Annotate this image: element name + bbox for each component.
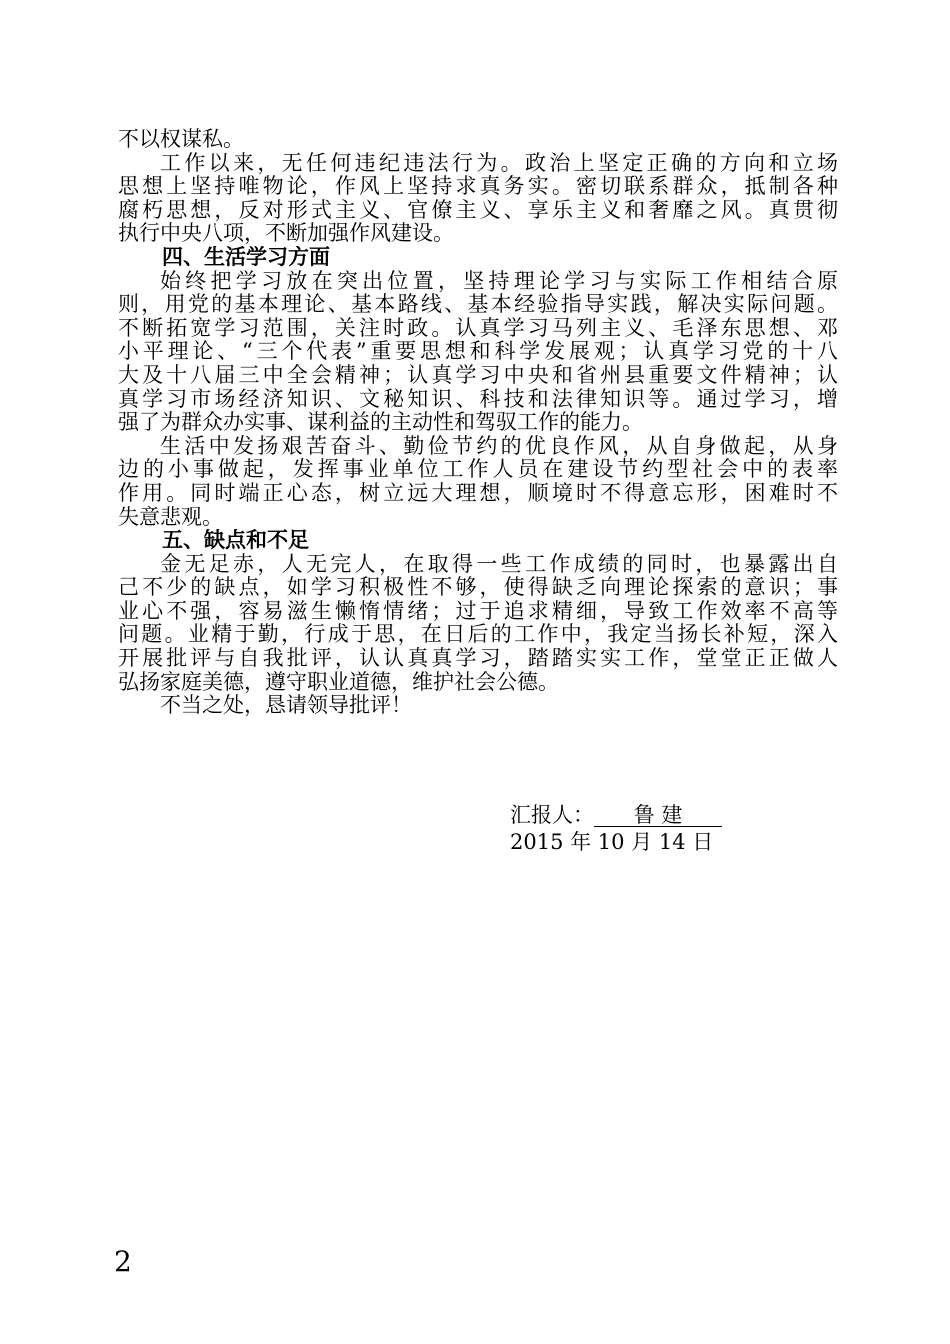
text-line: 思想上坚持唯物论，作风上坚持求真务实。密切联系群众，抵制各种 bbox=[118, 175, 838, 199]
text-line: 腐朽思想，反对形式主义、官僚主义、享乐主义和奢靡之风。真贯彻 bbox=[118, 198, 838, 222]
reporter-row bbox=[510, 802, 810, 829]
text-line: 不以权谋私。 bbox=[118, 128, 244, 151]
reporter-name: 鲁 建 bbox=[594, 804, 722, 827]
text-line: 己不少的缺点，如学习积极性不够，使得缺乏向理论探索的意识；事 bbox=[118, 576, 838, 600]
section-heading: 四、生活学习方面 bbox=[162, 245, 330, 269]
text-line: 强了为群众办实事、谋利益的主动性和驾驭工作的能力。 bbox=[118, 411, 643, 435]
text-line: 大及十八届三中全会精神；认真学习中央和省州县重要文件精神；认 bbox=[118, 363, 838, 387]
text-line: 执行中央八项，不断加强作风建设。 bbox=[118, 222, 454, 246]
text-line: 不断拓宽学习范围，关注时政。认真学习马列主义、毛泽东思想、邓 bbox=[118, 316, 838, 340]
text-line: 始终把学习放在突出位置，坚持理论学习与实际工作相结合原 bbox=[160, 269, 838, 293]
text-line: 真学习市场经济知识、文秘知识、科技和法律知识等。通过学习，增 bbox=[118, 387, 838, 411]
text-line: 边的小事做起，发挥事业单位工作人员在建设节约型社会中的表率 bbox=[118, 458, 838, 482]
text-line: 则，用党的基本理论、基本路线、基本经验指导实践，解决实际问题。 bbox=[118, 293, 838, 317]
text-line: 工作以来，无任何违纪违法行为。政治上坚定正确的方向和立场 bbox=[160, 151, 838, 175]
text-line: 生活中发扬艰苦奋斗、勤俭节约的优良作风，从自身做起，从身 bbox=[160, 434, 838, 458]
report-date: 2015 年 10 月 14 日 bbox=[510, 830, 714, 854]
text-line: 不当之处，恳请领导批评！ bbox=[160, 694, 412, 718]
document-body bbox=[118, 128, 838, 718]
text-line: 问题。业精于勤，行成于思，在日后的工作中，我定当扬长补短，深入 bbox=[118, 623, 838, 647]
page-number: 2 bbox=[114, 1245, 132, 1278]
text-line: 作用。同时端正心态，树立远大理想，顺境时不得意忘形，困难时不 bbox=[118, 481, 838, 505]
text-line: 金无足赤，人无完人，在取得一些工作成绩的同时，也暴露出自 bbox=[160, 552, 838, 576]
reporter-label: 汇报人： bbox=[510, 803, 594, 827]
text-line: 弘扬家庭美德，遵守职业道德，维护社会公德。 bbox=[118, 670, 559, 694]
signature-block bbox=[510, 802, 810, 856]
text-line: 小平理论、“三个代表”重要思想和科学发展观；认真学习党的十八 bbox=[118, 340, 838, 364]
text-line: 失意悲观。 bbox=[118, 505, 223, 529]
section-heading: 五、缺点和不足 bbox=[162, 529, 309, 553]
text-line: 开展批评与自我批评，认认真真学习，踏踏实实工作，堂堂正正做人 bbox=[118, 647, 838, 671]
text-line: 业心不强，容易滋生懒惰情绪；过于追求精细，导致工作效率不高等 bbox=[118, 599, 838, 623]
